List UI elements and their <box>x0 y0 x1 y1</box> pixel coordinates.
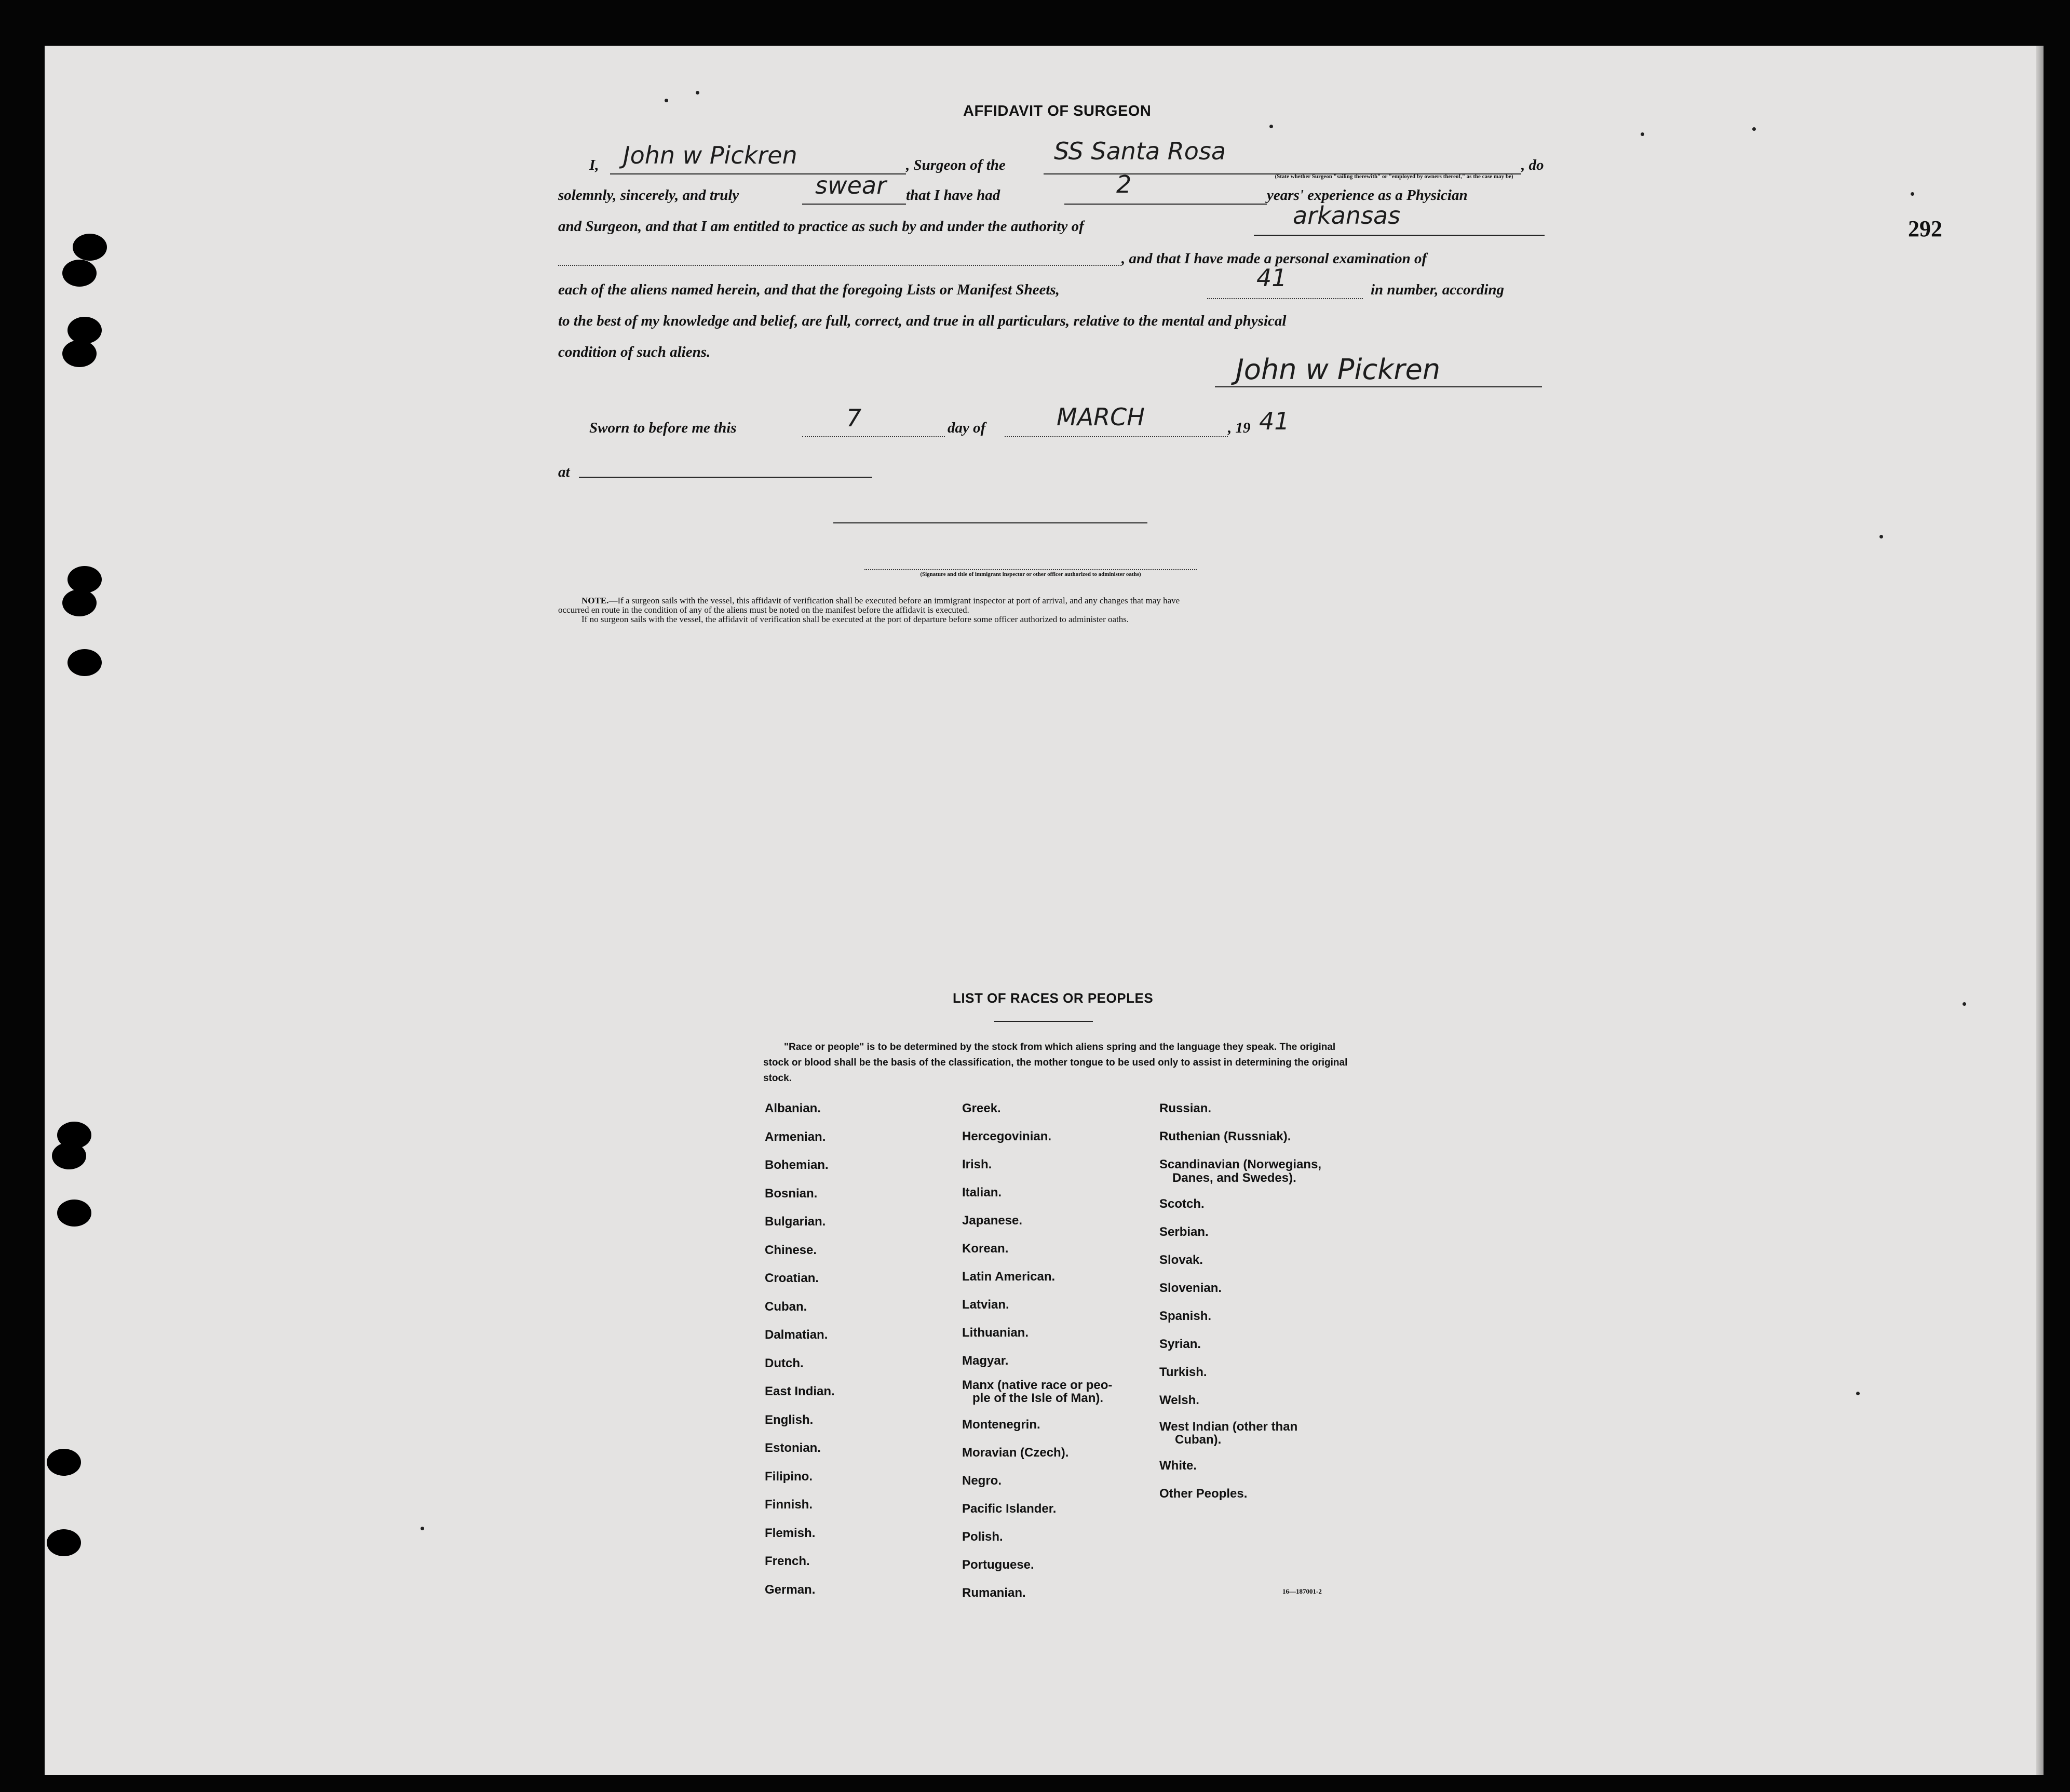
sworn-pre: Sworn to before me this <box>589 420 737 436</box>
race-entry: Estonian. <box>765 1441 821 1455</box>
race-entry: Other Peoples. <box>1159 1487 1248 1501</box>
race-entry: Albanian. <box>765 1101 821 1115</box>
speck <box>421 1527 424 1530</box>
race-entry: Hercegovinian. <box>962 1129 1052 1143</box>
punch-hole <box>47 1529 81 1556</box>
race-entry: Slovak. <box>1159 1253 1203 1267</box>
race-entry: Finnish. <box>765 1498 813 1512</box>
years-field-line <box>1064 204 1267 205</box>
race-entry: Slovenian. <box>1159 1281 1222 1295</box>
signature-line <box>1215 386 1542 387</box>
race-entry: Italian. <box>962 1185 1002 1200</box>
at-field-line[interactable] <box>579 477 872 478</box>
sheets-field-line <box>1207 298 1363 299</box>
note-line-3: If no surgeon sails with the vessel, the affidavit of verification shall be executed at the port of departure before some officer authorized to administer oaths. <box>581 614 1129 624</box>
punch-hole <box>47 1449 81 1476</box>
line3-pre: and Surgeon, and that I am entitled to practice as such by and under the authority of <box>558 218 1084 235</box>
speck <box>1879 535 1883 538</box>
race-entry: Korean. <box>962 1242 1009 1256</box>
race-entry: Flemish. <box>765 1526 816 1540</box>
sworn-month-field[interactable]: MARCH <box>1057 403 1145 431</box>
race-entry: French. <box>765 1554 810 1568</box>
speck <box>1911 192 1914 196</box>
punch-hole <box>52 1142 86 1169</box>
race-entry: Welsh. <box>1159 1393 1199 1407</box>
race-entry: Filipino. <box>765 1470 813 1484</box>
speck <box>1752 127 1756 131</box>
officer-title-line <box>833 522 1147 523</box>
race-entry: Ruthenian (Russniak). <box>1159 1129 1291 1143</box>
race-entry: Turkish. <box>1159 1365 1207 1379</box>
race-entry: Cuban. <box>765 1300 807 1314</box>
sworn-mid: day of <box>948 420 986 436</box>
note-label: NOTE. <box>581 596 609 605</box>
race-entry: Montenegrin. <box>962 1418 1040 1432</box>
race-entry: Greek. <box>962 1101 1001 1115</box>
race-entry: ple of the Isle of Man). <box>972 1391 1104 1405</box>
race-entry: Magyar. <box>962 1354 1009 1368</box>
note-paragraph <box>558 596 1545 624</box>
speck <box>696 91 699 95</box>
officer-signature-caption: (Signature and title of immigrant inspector or other officer authorized to administer oaths) <box>920 571 1141 577</box>
speck <box>1269 125 1273 128</box>
race-entry: Rumanian. <box>962 1586 1026 1600</box>
surgeon-name-field[interactable]: John w Pickren <box>623 141 797 169</box>
punch-hole <box>62 340 97 367</box>
line2-post: years' experience as a Physician <box>1267 187 1468 204</box>
race-entry: Cuban). <box>1175 1433 1222 1447</box>
line6: to the best of my knowledge and belief, are full, correct, and true in all particulars, relative to the mental and physical <box>558 313 1287 329</box>
punch-hole <box>57 1200 91 1227</box>
sworn-day-field[interactable]: 7 <box>846 404 862 432</box>
race-entry: Syrian. <box>1159 1337 1201 1351</box>
page-number: 292 <box>1908 216 1942 241</box>
race-entry: Serbian. <box>1159 1225 1209 1239</box>
races-intro: "Race or people" is to be determined by the stock from which aliens spring and the language they speak. The original stock or blood shall be the basis of the classification, the mother tongue to be used only to assist in determining the original stock. <box>763 1042 1348 1084</box>
officer-signature-line[interactable] <box>864 569 1197 570</box>
authority-field-line <box>1254 235 1545 236</box>
surgeon-signature: John w Pickren <box>1236 353 1441 386</box>
race-entry: Manx (native race or peo- <box>962 1378 1113 1392</box>
authority-continued-line <box>558 265 1121 266</box>
speck <box>1641 132 1644 136</box>
oath-verb-field[interactable]: swear <box>815 171 886 199</box>
sheet-edge <box>2036 46 2044 1775</box>
races-title-rule <box>994 1021 1093 1022</box>
race-entry: Bohemian. <box>765 1158 829 1172</box>
race-entry: Dalmatian. <box>765 1328 828 1342</box>
race-entry: Pacific Islander. <box>962 1502 1057 1516</box>
sworn-year-prefix: , 19 <box>1228 420 1251 436</box>
punch-hole <box>67 649 102 676</box>
race-entry: Bosnian. <box>765 1187 818 1201</box>
races-title: LIST OF RACES OR PEOPLES <box>953 990 1154 1006</box>
race-entry: Bulgarian. <box>765 1215 826 1229</box>
line1-pre: I, <box>589 157 599 173</box>
at-label: at <box>558 464 570 480</box>
vessel-type-note: (State whether Surgeon "sailing therewith" or "employed by owners thereof," as the case may be) <box>1275 173 1513 180</box>
race-entry: Scotch. <box>1159 1197 1205 1211</box>
race-entry: Japanese. <box>962 1214 1023 1228</box>
race-entry: Scandinavian (Norwegians, <box>1159 1157 1322 1171</box>
affidavit-title: AFFIDAVIT OF SURGEON <box>963 103 1152 119</box>
sheets-count-field[interactable]: 41 <box>1256 264 1287 292</box>
race-entry: Dutch. <box>765 1356 804 1370</box>
month-field-line <box>1005 436 1228 437</box>
vessel-name-field[interactable]: SS Santa Rosa <box>1054 137 1226 165</box>
race-entry: White. <box>1159 1459 1197 1473</box>
race-entry: Irish. <box>962 1157 992 1171</box>
race-entry: Armenian. <box>765 1130 826 1144</box>
speck <box>1963 1002 1966 1006</box>
line5-pre: each of the aliens named herein, and that the foregoing Lists or Manifest Sheets, <box>558 281 1060 298</box>
speck <box>665 99 668 102</box>
line1-post: , do <box>1521 157 1544 173</box>
race-entry: Danes, and Swedes). <box>1172 1171 1296 1185</box>
race-entry: Chinese. <box>765 1243 817 1257</box>
race-entry: Negro. <box>962 1474 1002 1488</box>
race-entry: Russian. <box>1159 1101 1212 1115</box>
line2-pre: solemnly, sincerely, and truly <box>558 187 739 204</box>
form-code: 16—187001-2 <box>1282 1587 1322 1595</box>
vessel-field-line <box>1044 173 1267 174</box>
race-entry: Portuguese. <box>962 1558 1034 1572</box>
oath-field-line <box>802 204 906 205</box>
line5-post: in number, according <box>1371 281 1505 298</box>
race-entry: Croatian. <box>765 1271 819 1285</box>
day-field-line <box>802 436 945 437</box>
sworn-year-field[interactable]: 41 <box>1259 407 1290 435</box>
race-entry: Latin American. <box>962 1270 1056 1284</box>
race-entry: Moravian (Czech). <box>962 1446 1069 1460</box>
note-line-1: —If a surgeon sails with the vessel, this affidavit of verification shall be executed before an immigrant inspector at port of arrival, and any changes that may have <box>608 596 1180 605</box>
punch-hole <box>62 589 97 616</box>
punch-hole <box>73 234 107 261</box>
punch-hole <box>67 566 102 593</box>
race-entry: Polish. <box>962 1530 1003 1544</box>
years-field[interactable]: 2 <box>1116 170 1132 198</box>
line1-mid: , Surgeon of the <box>906 157 1006 173</box>
race-entry: East Indian. <box>765 1384 835 1398</box>
punch-hole <box>62 260 97 287</box>
line2-mid: that I have had <box>906 187 1000 204</box>
race-entry: German. <box>765 1583 816 1597</box>
line4-post: , and that I have made a personal examination of <box>1121 250 1427 267</box>
punch-hole <box>67 317 102 344</box>
race-entry: English. <box>765 1413 814 1427</box>
race-entry: Latvian. <box>962 1298 1009 1312</box>
race-entry: West Indian (other than <box>1159 1420 1298 1434</box>
line7: condition of such aliens. <box>558 344 711 360</box>
speck <box>1856 1392 1860 1395</box>
race-entry: Spanish. <box>1159 1309 1212 1323</box>
note-line-2: occurred en route in the condition of any of the aliens must be noted on the manifest before the affidavit is executed. <box>558 605 969 615</box>
authority-field[interactable]: arkansas <box>1293 201 1401 230</box>
race-entry: Lithuanian. <box>962 1326 1029 1340</box>
